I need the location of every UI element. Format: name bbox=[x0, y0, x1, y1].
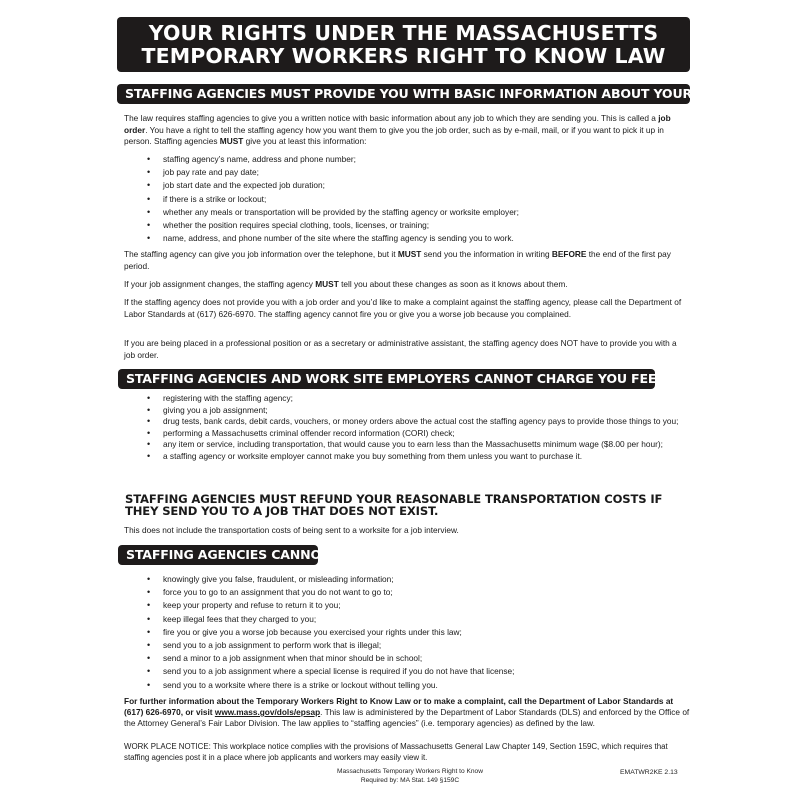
job-order-term: job order bbox=[124, 113, 671, 135]
telephone-paragraph: The staffing agency can give you job information over the telephone, but it MUST send you the information in writing BEFORE the end of the first pay period. bbox=[124, 249, 671, 271]
list-item: • send a minor to a job assignment when that minor should be in school; bbox=[144, 652, 689, 665]
refund-note: This does not include the transportation costs of being sent to a worksite for a job interview. bbox=[124, 525, 459, 535]
section-heading-no-fees: STAFFING AGENCIES AND WORK SITE EMPLOYERS CANNOT CHARGE YOU FEES FOR: bbox=[118, 369, 655, 389]
list-item: • job pay rate and pay date; bbox=[144, 166, 689, 179]
list-item: • send you to a worksite where there is a strike or lockout without telling you. bbox=[144, 679, 689, 692]
further-information-paragraph: For further information about the Temporary Workers Right to Know Law or to make a complaint, call the Department of Labor Standards at (617) 626-6970, or visit www.mass.gov/dols/epsap. This law is administered by the Department of Labor Standards (DLS) and enforced by the Office of the Attorney General’s Fair Labor Division. The law applies to “staffing agencies” (i.e. temporary agencies) as defined by the law. bbox=[124, 696, 690, 728]
list-item: • knowingly give you false, fraudulent, or misleading information; bbox=[144, 573, 689, 586]
title-line-1: YOUR RIGHTS UNDER THE MASSACHUSETTS bbox=[148, 21, 659, 45]
section-heading-cannot: STAFFING AGENCIES CANNOT: bbox=[118, 545, 318, 565]
list-item: • drug tests, bank cards, debit cards, vouchers, or money orders above the actual cost the staffing agency pays to provide those things to you; bbox=[144, 416, 689, 428]
list-item: • fire you or give you a worse job because you exercised your rights under this law; bbox=[144, 626, 689, 639]
list-item: • performing a Massachusetts criminal offender record information (CORI) check; bbox=[144, 428, 689, 440]
list-item: • send you to a job assignment to perform work that is illegal; bbox=[144, 639, 689, 652]
footer-citation bbox=[290, 768, 530, 785]
list-item: • name, address, and phone number of the site where the staffing agency is sending you to work. bbox=[144, 232, 689, 245]
list-item: • whether the position requires special clothing, tools, licenses, or training; bbox=[144, 219, 689, 232]
title-line-2: TEMPORARY WORKERS RIGHT TO KNOW LAW bbox=[141, 44, 666, 68]
list-item: • keep your property and refuse to return it to you; bbox=[144, 599, 689, 612]
prohibited-actions-list bbox=[144, 573, 689, 692]
required-information-list bbox=[144, 153, 689, 245]
complaint-paragraph: If the staffing agency does not provide you with a job order and you’d like to make a complaint against the staffing agency, please call the Department of Labor Standards at (617) 626-6970. The staffing agency cannot fire you or give you a worse job because you complained. bbox=[124, 297, 682, 319]
professional-position-paragraph: If you are being placed in a professional position or as a secretary or administrative assistant, the staffing agency does NOT have to provide you with a job order. bbox=[124, 338, 677, 360]
list-item: • staffing agency’s name, address and phone number; bbox=[144, 153, 689, 166]
refund-heading: STAFFING AGENCIES MUST REFUND YOUR REASONABLE TRANSPORTATION COSTS IF THEY SEND YOU TO A JOB THAT DOES NOT EXIST. bbox=[125, 492, 663, 518]
list-item: • a staffing agency or worksite employer cannot make you buy something from them unless you want to purchase it. bbox=[144, 451, 689, 463]
list-item: • if there is a strike or lockout; bbox=[144, 193, 689, 206]
list-item: • job start date and the expected job duration; bbox=[144, 179, 689, 192]
list-item: • keep illegal fees that they charged to you; bbox=[144, 613, 689, 626]
list-item: • giving you a job assignment; bbox=[144, 405, 689, 417]
list-item: • send you to a job assignment where a special license is required if you do not have that license; bbox=[144, 665, 689, 678]
job-order-intro: The law requires staffing agencies to give you a written notice with basic information about any job to which they are sending you. This is called a job order. You have a right to tell the staffing agency how you want them to give you the job order, such as by e-mail, mail, or if you want to pick it up in person. Staffing agencies MUST give you at least this information: bbox=[124, 113, 671, 147]
poster-title bbox=[117, 17, 690, 72]
list-item: • force you to go to an assignment that you do not want to go to; bbox=[144, 586, 689, 599]
list-item: • registering with the staffing agency; bbox=[144, 393, 689, 405]
workplace-notice: WORK PLACE NOTICE: This workplace notice complies with the provisions of Massachusetts General Law Chapter 149, Section 159C, which requires that staffing agencies post it in a place where job applicants and workers may easily view it. bbox=[124, 742, 668, 762]
footer-statute: Required by: MA Stat. 149 §159C bbox=[360, 776, 460, 784]
list-item: • any item or service, including transportation, that would cause you to earn less than the Massachusetts minimum wage ($8.00 per hour); bbox=[144, 439, 689, 451]
footer-title: Massachusetts Temporary Workers Right to Know bbox=[337, 768, 483, 775]
dols-website-link[interactable]: www.mass.gov/dols/epsap bbox=[214, 707, 321, 717]
list-item: • whether any meals or transportation will be provided by the staffing agency or worksite employer; bbox=[144, 206, 689, 219]
form-code: EMATWR2KE 2.13 bbox=[620, 769, 678, 776]
section-heading-basic-information: STAFFING AGENCIES MUST PROVIDE YOU WITH BASIC INFORMATION ABOUT YOUR JOB. bbox=[117, 84, 690, 104]
prohibited-fees-list bbox=[144, 393, 689, 463]
changes-paragraph: If your job assignment changes, the staffing agency MUST tell you about these changes as soon as it knows about them. bbox=[124, 279, 568, 289]
